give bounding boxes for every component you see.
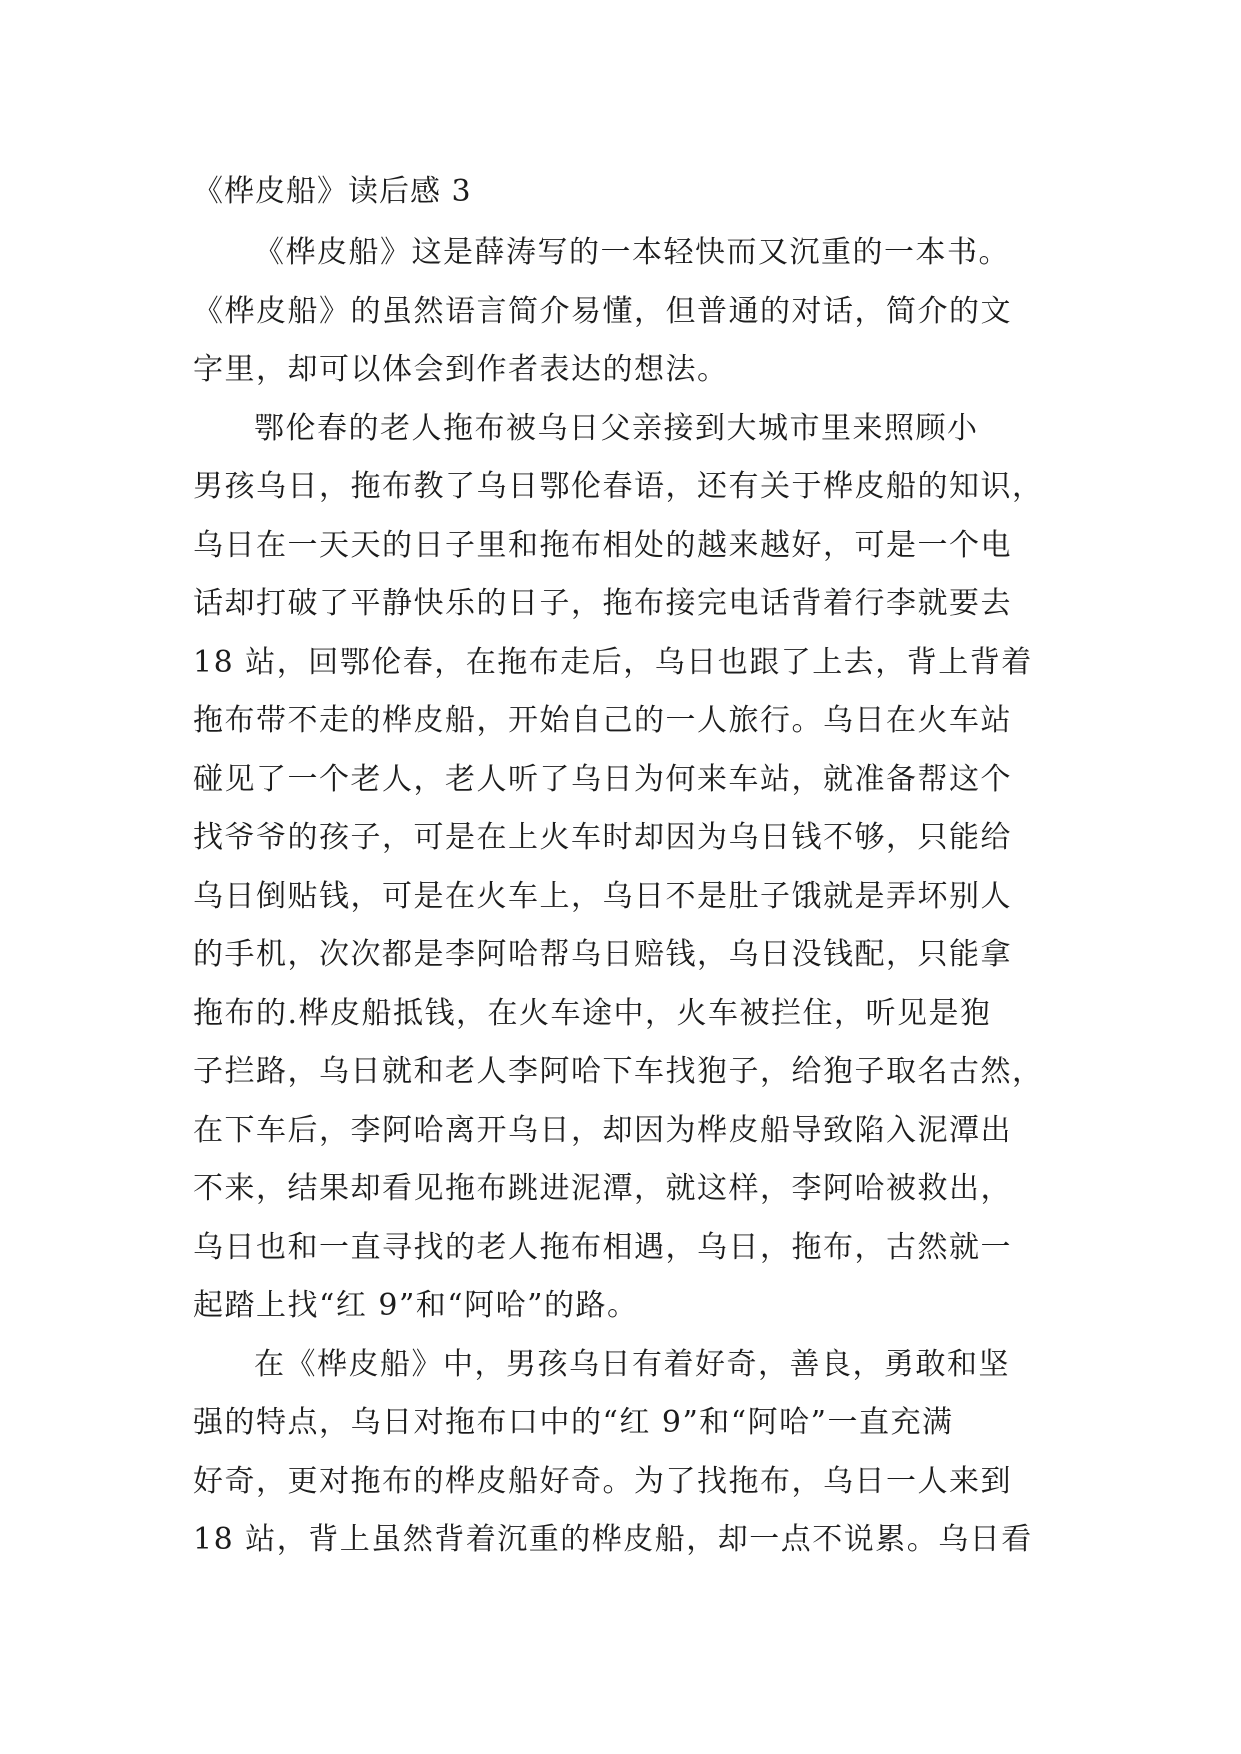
paragraph-line: 乌日倒贴钱，可是在火车上，乌日不是肚子饿就是弄坏别人 [193,878,1012,914]
paragraph-2 [193,400,1063,1336]
paragraph-line: 在下车后，李阿哈离开乌日，却因为桦皮船导致陷入泥潭出 [193,1112,1012,1148]
paragraph-line: 拖布的.桦皮船抵钱，在火车途中，火车被拦住，听见是狍 [193,995,992,1031]
paragraph-1 [193,224,1063,400]
paragraph-line: 碰见了一个老人，老人听了乌日为何来车站，就准备帮这个 [193,761,1012,797]
paragraph-line: 不来，结果却看见拖布跳进泥潭，就这样，李阿哈被救出， [193,1171,1012,1206]
paragraph-line: 找爷爷的孩子，可是在上火车时却因为乌日钱不够，只能给 [193,820,1012,855]
paragraph-line: 《桦皮船》的虽然语言简介易懂，但普通的对话，简介的文 [193,293,1012,329]
paragraph-line: 话却打破了平静快乐的日子，拖布接完电话背着行李就要去 [193,586,1012,621]
paragraph-line: 强的特点，乌日对拖布口中的“红 9”和“阿哈”一直充满 [193,1405,954,1440]
paragraph-line: 18 站，回鄂伦春，在拖布走后，乌日也跟了上去，背上背着 [193,644,1033,680]
paragraph-line: 起踏上找“红 9”和“阿哈”的路。 [193,1288,639,1323]
paragraph-line: 乌日也和一直寻找的老人拖布相遇，乌日，拖布，古然就一 [193,1229,1012,1265]
paragraph-line: 乌日在一天天的日子里和拖布相处的越来越好，可是一个电 [193,527,1012,563]
document-title: 《桦皮船》读后感 3 [193,174,472,209]
paragraph-line: 子拦路，乌日就和老人李阿哈下车找狍子，给狍子取名古然， [193,1054,1044,1089]
paragraph-3 [193,1336,1063,1570]
paragraph-line: 的手机，次次都是李阿哈帮乌日赔钱，乌日没钱配，只能拿 [193,937,1012,972]
paragraph-line: 鄂伦春的老人拖布被乌日父亲接到大城市里来照顾小 [254,410,979,446]
paragraph-line: 《桦皮船》这是薛涛写的一本轻快而又沉重的一本书。 [254,235,1010,270]
paragraph-line: 男孩乌日，拖布教了乌日鄂伦春语，还有关于桦皮船的知识， [193,469,1044,504]
paragraph-line: 好奇，更对拖布的桦皮船好奇。为了找拖布，乌日一人来到 [193,1463,1012,1499]
paragraph-line: 字里，却可以体会到作者表达的想法。 [193,352,729,387]
paragraph-line: 拖布带不走的桦皮船，开始自己的一人旅行。乌日在火车站 [193,703,1012,738]
paragraph-line: 18 站，背上虽然背着沉重的桦皮船，却一点不说累。乌日看 [193,1522,1033,1557]
paragraph-line: 在《桦皮船》中，男孩乌日有着好奇，善良，勇敢和坚 [254,1346,1010,1382]
document-body [193,162,1063,1570]
